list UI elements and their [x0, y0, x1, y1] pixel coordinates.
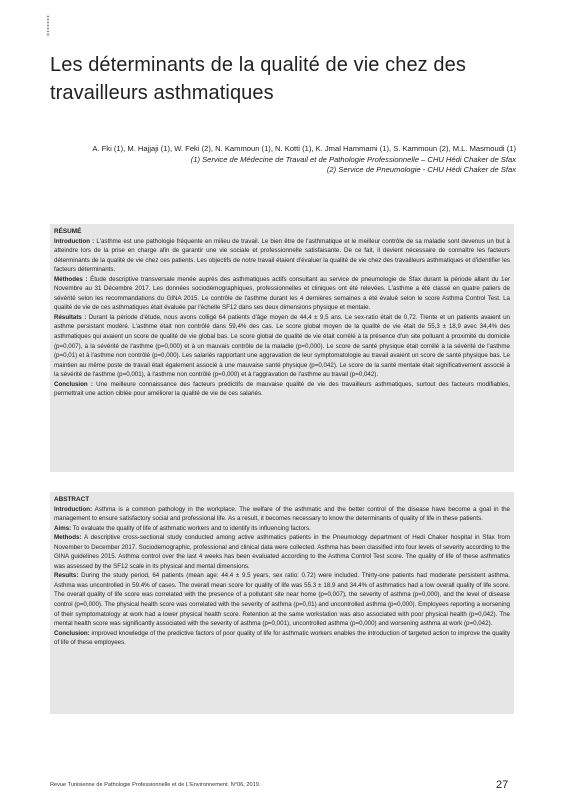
article-title: Les déterminants de la qualité de vie chez des travailleurs asthmatiques [50, 54, 466, 104]
resume-conclusion [54, 380, 510, 399]
abstract-conclusion [54, 629, 510, 648]
resume-resultats [54, 313, 510, 380]
abstract-aims-label: Aims: [54, 524, 72, 532]
resume-conclusion-text: Une meilleure connaissance des facteurs prédictifs de mauvaise qualité de vie des travailleurs asthmatiques, surtout des facteurs modifiables, permettrait une action ciblée pour améliorer la qualité de vie de ces salariés. [54, 380, 511, 398]
abstract-conclusion-text: improved knowledge of the predictive factors of poor quality of life for asthmatic workers enables the introduction of targeted action to improve the quality of life of these employees. [54, 629, 510, 647]
abstract-intro-label: Introduction: [54, 505, 93, 513]
resume-conclusion-label: Conclusion : [54, 380, 93, 388]
abstract-box [50, 492, 514, 714]
affiliation-1: (1) Service de Médecine de Travail et de Pathologie Professionnelle – CHU Hédi Chaker de Sfax [190, 154, 516, 164]
resume-box [50, 224, 514, 472]
abstract-results-text: During the study period, 64 patients (mean age: 44.4 ± 9.5 years, sex ratio: 0.72) were included. Thirty-one patients had moderate persistent asthma. Asthma was uncontrolled in 59.4% of cases. The overall mean score for quality of life was 55.3 ± 18.9 and 34.4% of asthmatics had a low overall quality of life score. The overall quality of life score was correlated with the presence of a pollutant site near home (p=0,007), the severity of asthma (p=0,000), and the level of disease control (p=0,000). The physical health score was correlated with the severity of asthma (p=0,01) and uncontrolled asthma (p=0,000). Employees reporting a worsening of their symptomatology at work had a lower physical health score. Retention at the same workstation was also associated with poor physical health (p=0,042). The mental health score was significantly associated with the severity of asthma (p=0,001), uncontrolled asthma (p=0,000) and worsening asthma at work (p=0,042). [54, 572, 510, 628]
abstract-aims [54, 524, 510, 534]
author-list: A. Fki (1), M. Hajjaji (1), W. Feki (2), N. Kammoun (1), N. Kotti (1), K. Jmal Hammami (1), S. Kammoun (2), M.L. Masmoudi (1) [92, 144, 516, 153]
abstract-conclusion-label: Conclusion: [54, 629, 90, 637]
author-block [50, 144, 516, 176]
resume-intro-text: L'asthme est une pathologie fréquente en milieu de travail. Le bien être de l'asthmatique et le meilleur contrôle de sa maladie sont devenus un but à atteindre lors de la prise en charge afin de garantir une vie sociale et professionnelle satisfaisante. De ce fait, il devient nécessaire de connaître les facteurs déterminants de la qualité de vie chez ces patients. Les objectifs de notre travail étaient d'évaluer la qualité de vie chez des travailleurs asthmatiques et d'identifier les facteurs déterminants. [54, 237, 510, 274]
resume-methodes-label: Méthodes : [54, 275, 88, 283]
abstract-introduction [54, 505, 510, 524]
abstract-results-label: Results: [54, 572, 79, 580]
abstract-methods [54, 533, 510, 571]
abstract-intro-text: Asthma is a common pathology in the workplace. The welfare of the asthmatic and the better control of the disease have become a goal in the management to ensure satisfactory social and professional life. As a result, it becomes necessary to know the determinants of quality of life in these patients. [54, 505, 510, 523]
resume-heading: RÉSUMÉ [54, 228, 82, 235]
resume-methodes [54, 275, 510, 313]
resume-resultats-text: Durant la période d'étude, nous avons colligé 64 patients d'âge moyen de 44,4 ± 9,5 ans. Le sex-ratio était de 0,72. Trente et un patients avaient un asthme persistant modéré. L'asthme était non contrôlé dans 59,4% des cas. Le score global moyen de la qualité de vie était de 55,3 ± 18,9 avec 34,4% des asthmatiques qui avaient un score de qualité de vie global bas. Le score global de qualité de vie était corrélé à la présence d'un site polluant à proximité du domicile (p=0,007), à la sévérité de l'asthme (p=0,000) et à un mauvais contrôle de la maladie (p=0,000). Le score de santé physique était corrélé à la sévérité de l'asthme (p=0,01) et à l'asthme non contrôlé (p=0,000). Les salariés rapportant une aggravation de leur symptomatologie au travail avaient un score de santé physique bas. Le maintien au même poste de travail était également associé à une mauvaise santé physique (p=0,042). Le score de la santé mentale était significativement associé à la sévérité de l'asthme (p=0,001), à l'asthme non contrôlé (p=0,000) et à l'aggravation de l'asthme au travail (p=0,042). [54, 313, 510, 379]
resume-intro-label: Introduction : [54, 237, 95, 245]
dotted-margin-mark [47, 15, 49, 37]
abstract-aims-text: To evaluate the quality of life of asthmatic workers and to identify its influencing factors. [71, 524, 311, 532]
abstract-methods-label: Methods: [54, 534, 82, 542]
resume-introduction [54, 237, 510, 275]
resume-resultats-label: Résultats : [54, 313, 87, 321]
journal-footer: Revue Tunisienne de Pathologie Professionnelle et de L'Environnement. N°06, 2019. [50, 782, 261, 788]
abstract-results [54, 571, 510, 628]
abstract-heading: ABSTRACT [54, 496, 90, 503]
abstract-methods-text: A descriptive cross-sectional study conducted among active asthmatics patients in the Pneumology department of Hedi Chaker hospital in Sfax from November to December 2017. Sociodemographic, professional and clinical data were collected. Asthma has been classified into four levels of severity according to the GINA guidelines 2015. Asthma control over the last 4 weeks has been evaluated according to the Asthma Control Test score. The quality of life of these asthmatics was assessed by the SF12 scale in its physical and mental dimensions. [54, 534, 510, 570]
page-number: 27 [496, 779, 509, 791]
affiliation-2: (2) Service de Pneumologie - CHU Hédi Chaker de Sfax [326, 165, 516, 175]
resume-methodes-text: Étude descriptive transversale menée auprès des asthmatiques actifs consultant au service de pneumologie de Sfax durant la période allant du 1er Novembre au 31 Décembre 2017. Les données sociodémographiques, professionnelles et cliniques ont été relevées. L'asthme a été classé en quatre paliers de sévérité selon les recommandations du GINA 2015. Le contrôle de l'asthme durant les 4 dernières semaines a été évalué selon le score Asthma Control Test. La qualité de vie de ces asthmatiques était évaluée par l'échelle SF12 dans ses deux dimensions physique et mentale. [54, 275, 510, 312]
